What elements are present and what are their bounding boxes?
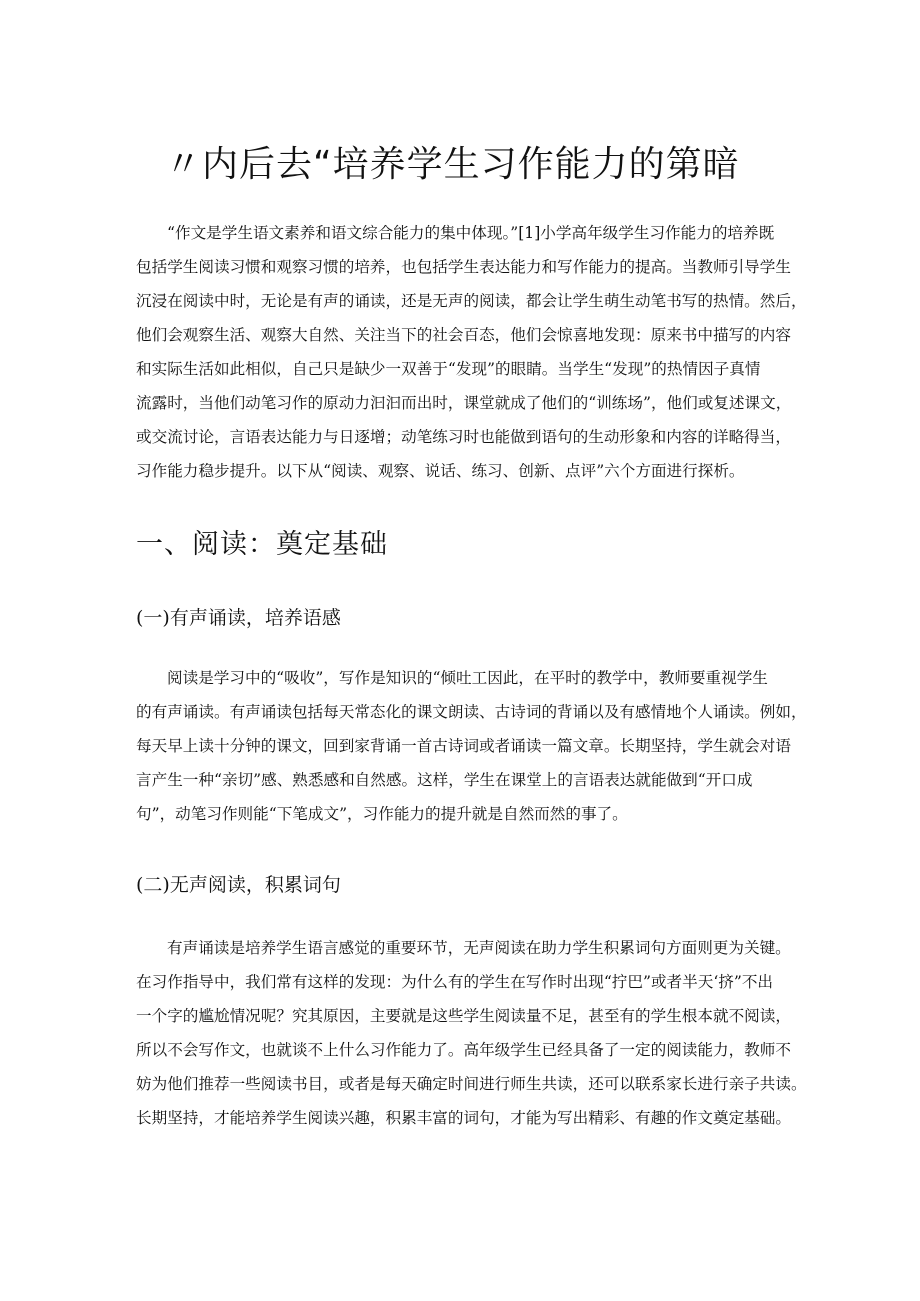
intro-paragraph [136,216,807,488]
section-heading-reading: 一、阅读：奠定基础 [136,529,388,560]
paragraph-line: 妨为他们推荐一些阅读书目，或者是每天确定时间进行师生共读，还可以联系家长进行亲子共读。 [136,1075,807,1093]
paragraph-line: 一个字的尴尬情况呢？究其原因，主要就是这些学生阅读量不足，甚至有的学生根本就不阅读， [136,1007,791,1025]
subsection-heading-reading-aloud: (一)有声诵读，培养语感 [136,607,341,629]
paragraph-line: 和实际生活如此相似，自己只是缺少一双善于“发现”的眼睛。当学生“发现”的热情因子真情 [136,360,761,378]
paragraph-line: 他们会观察生活、观察大自然、关注当下的社会百态，他们会惊喜地发现：原来书中描写的内容 [136,326,791,344]
paragraph-line: 的有声诵读。有声诵读包括每天常态化的课文朗读、古诗词的背诵以及有感情地个人诵读。例如， [136,703,807,721]
reading-aloud-paragraph [136,661,807,831]
paragraph-line: 句”，动笔习作则能“下笔成文”，习作能力的提升就是自然而然的事了。 [136,805,628,823]
paragraph-line: 流露时，当他们动笔习作的原动力汩汩而出时，课堂就成了他们的“训练场”，他们或复述课文， [136,394,792,412]
paragraph-line: 习作能力稳步提升。以下从“阅读、观察、说话、练习、创新、点评”六个方面进行探析。 [136,462,745,480]
paragraph-line: 每天早上读十分钟的课文，回到家背诵一首古诗词或者诵读一篇文章。长期坚持，学生就会对语 [136,737,791,755]
silent-reading-paragraph [136,931,807,1135]
paragraph-line: 沉浸在阅读中时，无论是有声的诵读，还是无声的阅读，都会让学生萌生动笔书写的热情。然后， [136,292,807,310]
paragraph-line: 所以不会写作文，也就谈不上什么习作能力了。高年级学生已经具备了一定的阅读能力，教师不 [136,1041,791,1059]
paragraph-line: 有声诵读是培养学生语言感觉的重要环节，无声阅读在助力学生积累词句方面则更为关键。 [167,939,791,957]
paragraph-line: 在习作指导中，我们常有这样的发现：为什么有的学生在写作时出现“拧巴”或者半天‘挤”不出 [136,973,774,991]
paragraph-line: 言产生一种“亲切”感、熟悉感和自然感。这样，学生在课堂上的言语表达就能做到“开口成 [136,771,753,789]
paragraph-line: 包括学生阅读习惯和观察习惯的培养，也包括学生表达能力和写作能力的提高。当教师引导学生 [136,258,791,276]
paragraph-line: 或交流讨论，言语表达能力与日逐增；动笔练习时也能做到语句的生动形象和内容的详略得当， [136,428,791,446]
paragraph-line: “作文是学生语文素养和语文综合能力的集中体现。”[1]小学高年级学生习作能力的培养既 [167,224,775,242]
document-title: 〃内后去“培养学生习作能力的第暗 [165,144,740,185]
paragraph-line: 长期坚持，才能培养学生阅读兴趣，积累丰富的词句，才能为写出精彩、有趣的作文奠定基础。 [136,1109,791,1127]
subsection-heading-silent-reading: (二)无声阅读，积累词句 [136,874,341,896]
paragraph-line: 阅读是学习中的“吸收”，写作是知识的“倾吐工因此，在平时的教学中，教师要重视学生 [167,669,768,687]
